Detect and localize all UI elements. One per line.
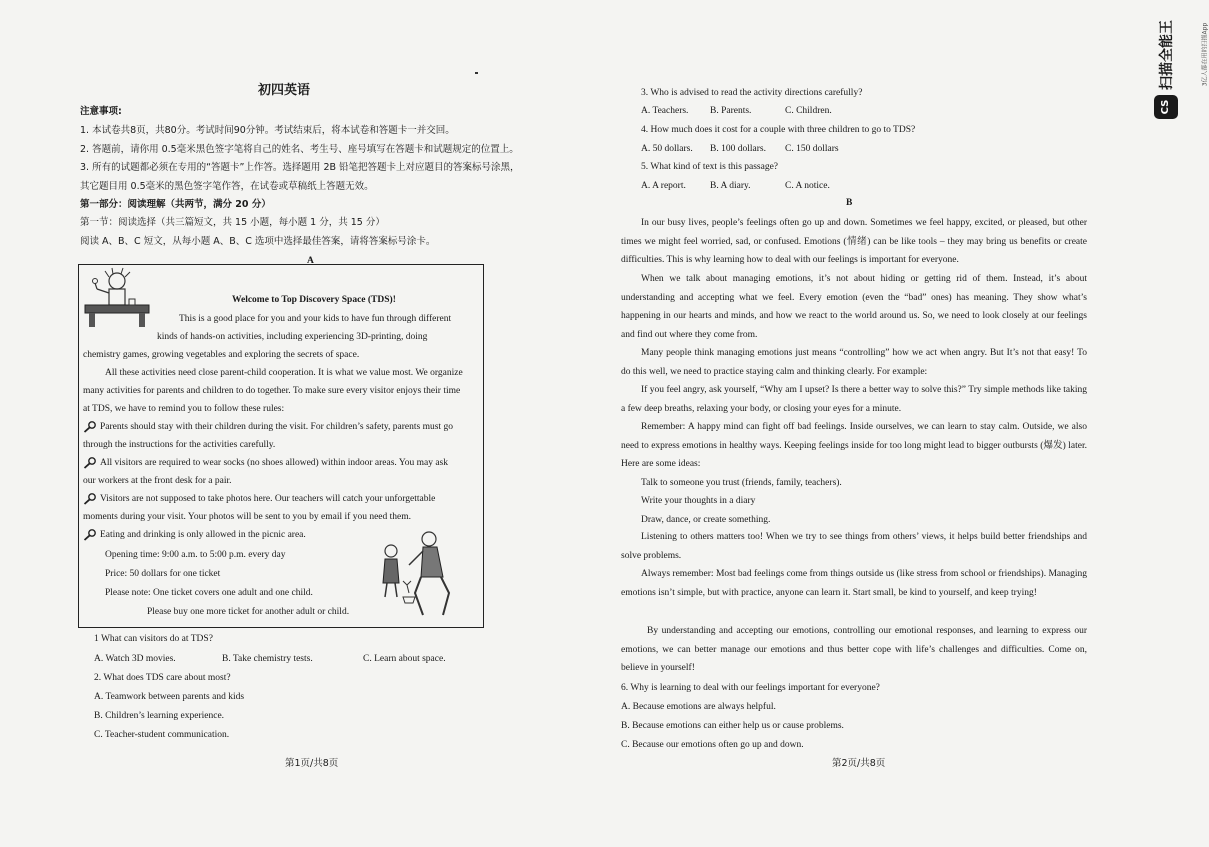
magnifier-icon <box>83 529 97 541</box>
scan-speck <box>475 72 478 74</box>
exam-page-1 <box>0 0 600 847</box>
q1-option-a: A. Watch 3D movies. <box>94 654 176 664</box>
q4-option-c: C. 150 dollars <box>785 144 839 154</box>
passage-b-paragraph: In our busy lives, people’s feelings often go up and down. Sometimes we feel happy, excited, or pleased, but other times we might feel worried, sad, or confused. Emotions (情绪) can be like tools – they may bring us benefits or create difficulties. This is why learning how to deal with our feelings is important for everyone. <box>621 218 1087 265</box>
passage-b-paragraph: Remember: A happy mind can fight off bad feelings. Inside ourselves, we can learn to stay calm. Outside, we also need to express emotions in healthy ways. Keeping feelings inside for too long might lead to bigger outbursts (爆发) later. Here are some ideas: <box>621 422 1087 469</box>
rule-1 <box>83 421 453 433</box>
q6-option-b: B. Because emotions can either help us or cause problems. <box>621 721 844 731</box>
passage-b-paragraph: By understanding and accepting our emotions, controlling our emotional responses, and learning to express our emotions, we can better manage our emotions and thus better cope with life’s challenges and difficulties. Come on, believe in yourself! <box>621 626 1087 673</box>
q6-option-a: A. Because emotions are always helpful. <box>621 702 776 712</box>
opening-time: Opening time: 9:00 a.m. to 5:00 p.m. every day <box>105 550 286 560</box>
notice-text: kinds of hands-on activities, including experiencing 3D-printing, doing <box>157 332 428 342</box>
magnifier-icon <box>83 457 97 469</box>
question-1: 1 What can visitors do at TDS? <box>94 634 213 644</box>
magnifier-icon <box>83 493 97 505</box>
q5-option-a: A. A report. <box>641 181 686 191</box>
ticket-price: Price: 50 dollars for one ticket <box>105 569 221 579</box>
q3-option-c: C. Children. <box>785 106 832 116</box>
parent-child-illustration <box>371 531 471 623</box>
note-line: 3. 所有的试题都必须在专用的“答题卡”上作答。选择题用 2B 铅笔把答题卡上对应题目的答案标号涂黑， <box>80 162 520 173</box>
rule-text: our workers at the front desk for a pair. <box>83 476 232 486</box>
q1-option-b: B. Take chemistry tests. <box>222 654 313 664</box>
passage-label: B <box>846 198 853 208</box>
instruction-line: 阅读 A、B、C 短文，从每小题 A、B、C 选项中选择最佳答案，请将答案标号涂卡。 <box>80 236 436 247</box>
passage-b-paragraph: If you feel angry, ask yourself, “Why am I upset? Is there a better way to solve this?” Try simple methods like taking a few deep breaths, relaxing your body, or closing your eyes for a minute. <box>621 385 1087 414</box>
notice-heading: Welcome to Top Discovery Space (TDS)! <box>232 295 396 305</box>
notes-heading: 注意事项: <box>80 106 122 117</box>
please-note: Please buy one more ticket for another adult or child. <box>147 607 350 617</box>
q6-option-c: C. Because our emotions often go up and down. <box>621 740 804 750</box>
passage-b-paragraph: Many people think managing emotions just means “controlling” how we act when angry. But It’s not that easy! To do this well, we need to practice staying calm and thinking clearly. For example: <box>621 348 1087 377</box>
notice-text: at TDS, we have to remind you to follow these rules: <box>83 404 285 414</box>
page-footer: 第2页/共8页 <box>832 758 886 769</box>
exam-title: 初四英语 <box>258 83 311 98</box>
passage-label: A <box>307 256 314 266</box>
question-5: 5. What kind of text is this passage? <box>641 162 779 172</box>
q2-option-a: A. Teamwork between parents and kids <box>94 692 245 702</box>
notice-text: many activities for parents and children to do together. To make sure every visitor enjoys their time <box>83 386 461 396</box>
part-heading: 第一部分：阅读理解（共两节，满分 20 分） <box>80 199 271 210</box>
camscanner-logo-icon: CS <box>1154 95 1178 119</box>
q4-option-a: A. 50 dollars. <box>641 144 693 154</box>
q1-option-c: C. Learn about space. <box>363 654 446 664</box>
rule-text: All visitors are required to wear socks (no shoes allowed) within indoor areas. You may ask <box>100 458 448 469</box>
rule-text: Parents should stay with their children during the visit. For children’s safety, parents must go <box>100 422 453 433</box>
scanner-watermark <box>1147 15 1209 125</box>
scientist-illustration <box>81 267 153 329</box>
rule-3 <box>83 493 435 505</box>
note-line: 1. 本试卷共8页，共80分。考试时间90分钟。考试结束后，将本试卷和答题卡一并交回。 <box>80 125 455 136</box>
q3-option-a: A. Teachers. <box>641 106 689 116</box>
notice-text: This is a good place for you and your kids to have fun through different <box>179 314 452 324</box>
idea-item: Write your thoughts in a diary <box>641 496 756 506</box>
q5-option-c: C. A notice. <box>785 181 830 191</box>
q5-option-b: B. A diary. <box>710 181 751 191</box>
please-note: Please note: One ticket covers one adult and one child. <box>105 588 313 598</box>
question-6: 6. Why is learning to deal with our feelings important for everyone? <box>621 683 880 693</box>
q2-option-b: B. Children’s learning experience. <box>94 711 225 721</box>
passage-b-paragraph: When we talk about managing emotions, it’s not about hiding or getting rid of them. Instead, it’s about understanding and accepting what we feel. Every emotion (even the “bad” ones) has meaning. They show what’s happening in our hearts and minds, and how we react to the world around us. So, we need to look closely at our feelings and find out where they come from. <box>621 274 1087 340</box>
note-line: 2. 答题前，请你用 0.5毫米黑色签字笔将自己的姓名、考生号、座号填写在答题卡和试题规定的位置上。 <box>80 144 519 155</box>
exam-page-2 <box>600 0 1200 847</box>
rule-text: moments during your visit. Your photos will be sent to you by email if you need them. <box>83 512 411 522</box>
page-footer: 第1页/共8页 <box>285 758 339 769</box>
rule-text: Eating and drinking is only allowed in the picnic area. <box>100 530 306 541</box>
rule-text: through the instructions for the activities carefully. <box>83 440 276 450</box>
passage-b-paragraph: Listening to others matters too! When we try to see things from others’ views, it helps build better friendships and solve problems. <box>621 532 1087 561</box>
q4-option-b: B. 100 dollars. <box>710 144 766 154</box>
question-2: 2. What does TDS care about most? <box>94 673 231 683</box>
section-heading: 第一节：阅读选择（共三篇短文，共 15 小题，每小题 1 分，共 15 分） <box>80 217 385 228</box>
rule-text: Visitors are not supposed to take photos here. Our teachers will catch your unforgettable <box>100 494 436 505</box>
scanner-app-name: 扫描全能王 <box>1159 20 1175 90</box>
passage-b-paragraph: Always remember: Most bad feelings come from things outside us (like stress from school or friendships). Managing emotions isn’t simple, but with practice, anyone can learn it. Start small, be kind to yourself, and keep trying! <box>621 569 1087 598</box>
rule-2 <box>83 457 448 469</box>
question-3: 3. Who is advised to read the activity directions carefully? <box>641 88 863 98</box>
magnifier-icon <box>83 421 97 433</box>
idea-item: Talk to someone you trust (friends, family, teachers). <box>641 478 842 488</box>
scanner-slogan: 3亿人都在用的扫描App <box>1201 22 1209 87</box>
rule-4 <box>83 529 306 541</box>
q2-option-c: C. Teacher-student communication. <box>94 730 230 740</box>
notice-text: All these activities need close parent-child cooperation. It is what we value most. We organize <box>105 368 463 378</box>
notice-text: chemistry games, growing vegetables and exploring the secrets of space. <box>83 350 360 360</box>
idea-item: Draw, dance, or create something. <box>641 515 771 525</box>
q3-option-b: B. Parents. <box>710 106 752 116</box>
notice-box <box>78 264 484 628</box>
note-line: 其它题目用 0.5毫米的黑色签字笔作答，在试卷或草稿纸上答题无效。 <box>80 181 374 192</box>
question-4: 4. How much does it cost for a couple with three children to go to TDS? <box>641 125 916 135</box>
